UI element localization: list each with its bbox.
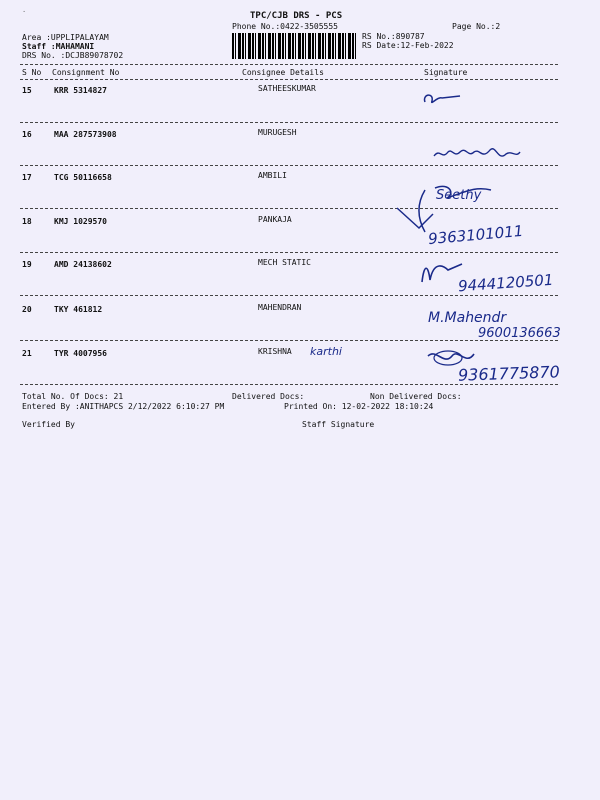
row-sno: 16 <box>22 130 32 139</box>
row-consignee: PANKAJA <box>258 215 292 224</box>
divider <box>20 122 558 123</box>
row-consignment: AMD 24138602 <box>54 260 112 269</box>
signature-text-row-17: Seethy <box>436 188 482 203</box>
row-consignment: KRR 5314827 <box>54 86 107 95</box>
row-consignee: KRISHNA <box>258 347 292 356</box>
row-sno: 19 <box>22 260 32 269</box>
signature-row-16 <box>432 138 522 170</box>
area-label: Area :UPPLIPALAYAM <box>22 33 109 42</box>
column-header-sno: S No <box>22 68 42 77</box>
column-header-consignee: Consignee Details <box>242 68 324 77</box>
row-consignee: MECH STATIC <box>258 258 311 267</box>
divider <box>20 79 558 80</box>
column-header-consignment: Consignment No <box>52 68 120 77</box>
divider <box>20 295 558 296</box>
row-consignee: SATHEESKUMAR <box>258 84 316 93</box>
phone-row-20: 9600136663 <box>478 326 561 341</box>
phone-row-18: 9363101011 <box>427 221 525 249</box>
stray-mark: · <box>22 8 27 16</box>
row-sno: 20 <box>22 305 32 314</box>
total-docs: Total No. Of Docs: 21 <box>22 392 124 401</box>
page-title: TPC/CJB DRS - PCS <box>250 11 343 21</box>
phone-row-19: 9444120501 <box>457 270 554 296</box>
drs-number: DRS No. :DCJB89078702 <box>22 51 124 60</box>
row-consignment: MAA 287573908 <box>54 130 117 139</box>
row-sno: 17 <box>22 173 32 182</box>
staff-signature: Staff Signature <box>302 420 375 429</box>
verified-by: Verified By <box>22 420 75 429</box>
delivered-docs: Delivered Docs: <box>232 392 305 401</box>
row-sno: 21 <box>22 349 32 358</box>
row-consignee: MURUGESH <box>258 128 297 137</box>
rs-number: RS No.:890787 <box>362 32 425 41</box>
row-consignee: MAHENDRAN <box>258 303 302 312</box>
phone-number: Phone No.:0422-3505555 <box>232 22 338 31</box>
row-consignment: TYR 4007956 <box>54 349 107 358</box>
divider <box>20 384 558 385</box>
phone-row-21: 9361775870 <box>457 362 561 385</box>
printed-on: Printed On: 12-02-2022 18:10:24 <box>284 402 434 411</box>
divider <box>20 252 558 253</box>
name-row-20: M.Mahendr <box>428 310 507 326</box>
non-delivered-docs: Non Delivered Docs: <box>370 392 462 401</box>
name-row-21: karthi <box>310 345 342 358</box>
row-consignment: KMJ 1029570 <box>54 217 107 226</box>
divider <box>20 64 558 65</box>
page-number: Page No.:2 <box>452 22 501 31</box>
row-sno: 15 <box>22 86 32 95</box>
row-sno: 18 <box>22 217 32 226</box>
signature-row-15 <box>420 88 470 110</box>
row-consignment: TCG 50116658 <box>54 173 112 182</box>
column-header-signature: Signature <box>424 68 468 77</box>
row-consignee: AMBILI <box>258 171 287 180</box>
rs-date: RS Date:12-Feb-2022 <box>362 41 454 50</box>
staff-label: Staff :MAHAMANI <box>22 42 95 51</box>
row-consignment: TKY 461812 <box>54 305 103 314</box>
barcode <box>232 33 356 59</box>
entered-by: Entered By :ANITHAPCS 2/12/2022 6:10:27 PM <box>22 402 225 411</box>
